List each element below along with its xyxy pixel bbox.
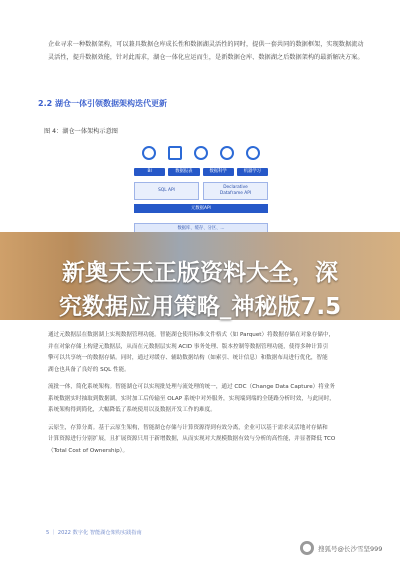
text-line: 云原生，存算分离。基于云原生架构，智能湖仓存储与计算资源得到有效分离，企业可以基于需求灵活地对存储和 [48, 424, 328, 431]
watermark-text: 搜狐号@长沙雪坚999 [318, 544, 383, 553]
watermark [300, 541, 382, 555]
banner-title-line: 究数据应用策略_神秘版7.5 [58, 294, 342, 320]
text-line: 通过元数据层在数据湖上实现数据管理功能。智能湖仓使用标准文件格式（如 Parquet）将数据存储在对象存储中， [48, 332, 335, 338]
chip-reports: 数据报表 [168, 168, 199, 176]
atom-icon [194, 146, 208, 160]
icon-row [134, 146, 268, 166]
chip-bi: BI [134, 168, 165, 176]
storage-layer-bar: 数据库、缓存、分区、... [134, 223, 268, 234]
brain-icon [220, 146, 234, 160]
banner-title-line: 新奥天天正版资料大全，深 [62, 260, 338, 286]
body-text [48, 330, 366, 463]
chart-icon [168, 146, 182, 160]
dataframe-api-line: Dataframe API [219, 191, 252, 196]
text-line: 流批一体，简化系统架构。智能湖仓可以实现批处理与流处理的统一，通过 CDC（Change Data Capture）将业务 [48, 384, 336, 390]
text-line: 并在对象存储上构建元数据层，从而在元数据层实现 ACID 事务处理、版本控制等数据管理功能，使得多种计算引 [48, 343, 329, 350]
title-banner [0, 232, 400, 320]
figure-caption: 图 4：湖仓一体架构示意图 [44, 128, 118, 135]
text-line: 系统数据实时抽取到数据湖，实时加工后传输至 OLAP 系统中对外服务，实现端到端的全链路分析时效，与此同时， [48, 395, 335, 402]
paragraph [48, 330, 366, 376]
intro-line: 企业寻求一种数据架构，可以兼具数据仓库成长性和数据湖灵活性的同时，提供一套共同的数据框架，实现数据流动 [48, 41, 364, 48]
paragraph [48, 423, 366, 458]
metadata-api-bar: 元数据API [134, 204, 268, 213]
text-line: （Total Cost of Ownership）。 [48, 447, 129, 454]
page-footer: 5 ｜ 2022 数字化 智能湖仓架构实践指南 [46, 530, 142, 536]
chip-data-science: 数据科学 [203, 168, 234, 176]
intro-paragraph [48, 38, 368, 64]
api-row [134, 182, 268, 200]
gear-icon [246, 146, 260, 160]
intro-line: 灵活性，提升数据效能，针对此需求，湖仓一体化应运而生，是新数据仓库、数据湖之后数据架构的最新解决方案。 [48, 54, 364, 61]
paragraph [48, 382, 366, 417]
chip-row [134, 168, 268, 176]
text-line: 系统架构得到简化，大幅降低了系统使用以及数据开发工作的难度。 [48, 407, 216, 413]
text-line: 擎可以共享统一的数据存储。同时，通过对缓存、辅助数据结构（如索引、统计信息）和数据布局进行优化，智能 [48, 355, 328, 361]
sohu-logo-icon: ⬤ [300, 541, 314, 555]
text-line: 计算资源进行分别扩展，且扩展资源只用于新增数据，从而实现对大规模数据有效与分析的高性能，并显著降低 TCO [48, 436, 336, 442]
dataframe-api-box [203, 182, 268, 200]
sql-api-box: SQL API [134, 182, 199, 200]
dataframe-api-line: Declarative [223, 185, 248, 190]
chart-icon [142, 146, 156, 160]
section-heading: 2.2 湖仓一体引领数据架构迭代更新 [38, 99, 167, 108]
chip-machine-learning: 机器学习 [237, 168, 268, 176]
text-line: 湖仓也具备了良好的 SQL 性能。 [48, 366, 130, 373]
